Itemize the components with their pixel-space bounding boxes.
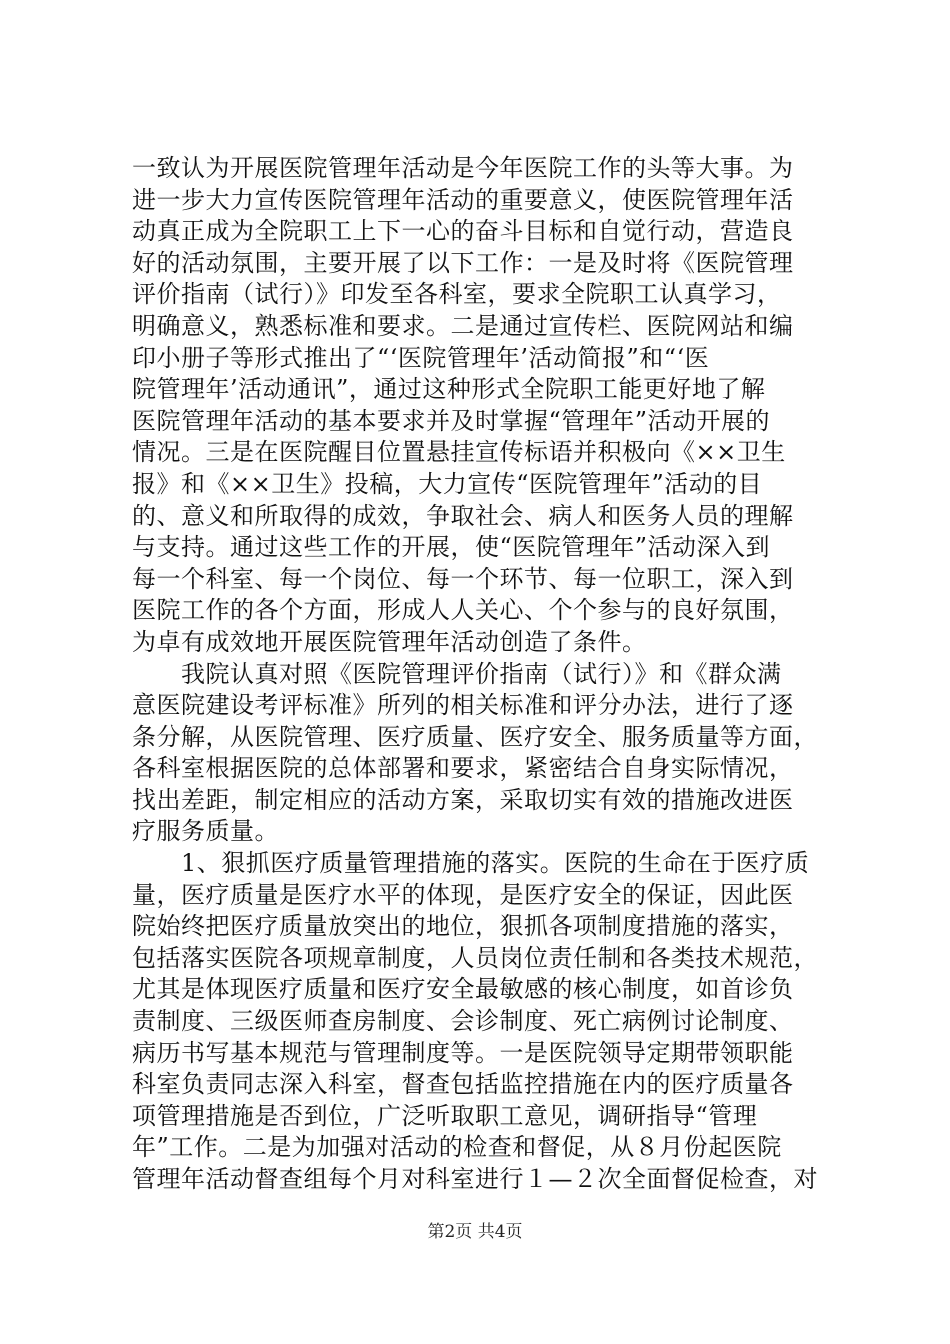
page-number-footer: 第2页 共4页: [427, 1222, 523, 1242]
text-line: 医院管理年活动的基本要求并及时掌握“管理年”活动开展的: [132, 406, 771, 435]
text-line: 院始终把医疗质量放突出的地位，狠抓各项制度措施的落实，: [132, 912, 794, 941]
text-line: 找出差距，制定相应的活动方案，采取切实有效的措施改进医: [132, 785, 794, 814]
text-line: 一致认为开展医院管理年活动是今年医院工作的头等大事。为: [132, 154, 794, 182]
text-line: 条分解，从医院管理、医疗质量、医疗安全、服务质量等方面，: [132, 722, 818, 751]
text-line: 疗服务质量。: [132, 817, 279, 846]
text-line: 的、意义和所取得的成效，争取社会、病人和医务人员的理解: [132, 501, 794, 530]
text-line: 病历书写基本规范与管理制度等。一是医院领导定期带领职能: [132, 1038, 794, 1067]
text-line: 项管理措施是否到位，广泛听取职工意见，调研指导“管理: [132, 1101, 758, 1130]
text-line: 每一个科室、每一个岗位、每一个环节、每一位职工，深入到: [132, 564, 794, 593]
text-line: 管理年活动督查组每个月对科室进行１—２次全面督促检查，对: [132, 1165, 818, 1193]
text-line: 量，医疗质量是医疗水平的体现，是医疗安全的保证，因此医: [132, 880, 794, 909]
text-line: 我院认真对照《医院管理评价指南（试行）》和《群众满: [132, 659, 782, 688]
text-line: 年”工作。二是为加强对活动的检查和督促，从８月份起医院: [132, 1133, 782, 1162]
text-line: 各科室根据医院的总体部署和要求，紧密结合自身实际情况，: [132, 754, 794, 783]
text-line: 印小册子等形式推出了“‘医院管理年’活动简报”和“‘医: [132, 343, 710, 372]
text-line: 医院工作的各个方面，形成人人关心、个个参与的良好氛围，: [132, 596, 794, 625]
text-line: 明确意义，熟悉标准和要求。二是通过宣传栏、医院网站和编: [132, 311, 794, 340]
text-line: 评价指南（试行）》印发至各科室，要求全院职工认真学习，: [132, 280, 782, 309]
text-line: 责制度、三级医师查房制度、会诊制度、死亡病例讨论制度、: [132, 1007, 794, 1036]
text-line: 好的活动氛围，主要开展了以下工作：一是及时将《医院管理: [132, 248, 794, 277]
text-line: 科室负责同志深入科室，督查包括监控措施在内的医疗质量各: [132, 1070, 794, 1099]
text-line: 报》和《××卫生》投稿，大力宣传“医院管理年”活动的目: [132, 469, 763, 498]
text-line: 尤其是体现医疗质量和医疗安全最敏感的核心制度，如首诊负: [132, 975, 794, 1004]
text-line: 情况。三是在医院醒目位置悬挂宣传标语并积极向《××卫生: [132, 438, 786, 467]
text-line: 包括落实医院各项规章制度，人员岗位责任制和各类技术规范，: [132, 943, 818, 972]
text-line: 为卓有成效地开展医院管理年活动创造了条件。: [132, 627, 647, 656]
text-line: 院管理年’活动通讯”，通过这种形式全院职工能更好地了解: [132, 375, 766, 404]
text-line: 进一步大力宣传医院管理年活动的重要意义，使医院管理年活: [132, 185, 794, 214]
text-line: 1、狠抓医疗质量管理措施的落实。医院的生命在于医疗质: [132, 849, 810, 878]
text-line: 与支持。通过这些工作的开展，使“医院管理年”活动深入到: [132, 533, 771, 562]
text-line: 意医院建设考评标准》所列的相关标准和评分办法，进行了逐: [132, 691, 794, 720]
text-line: 动真正成为全院职工上下一心的奋斗目标和自觉行动，营造良: [132, 217, 794, 246]
body-text: [132, 153, 832, 1196]
